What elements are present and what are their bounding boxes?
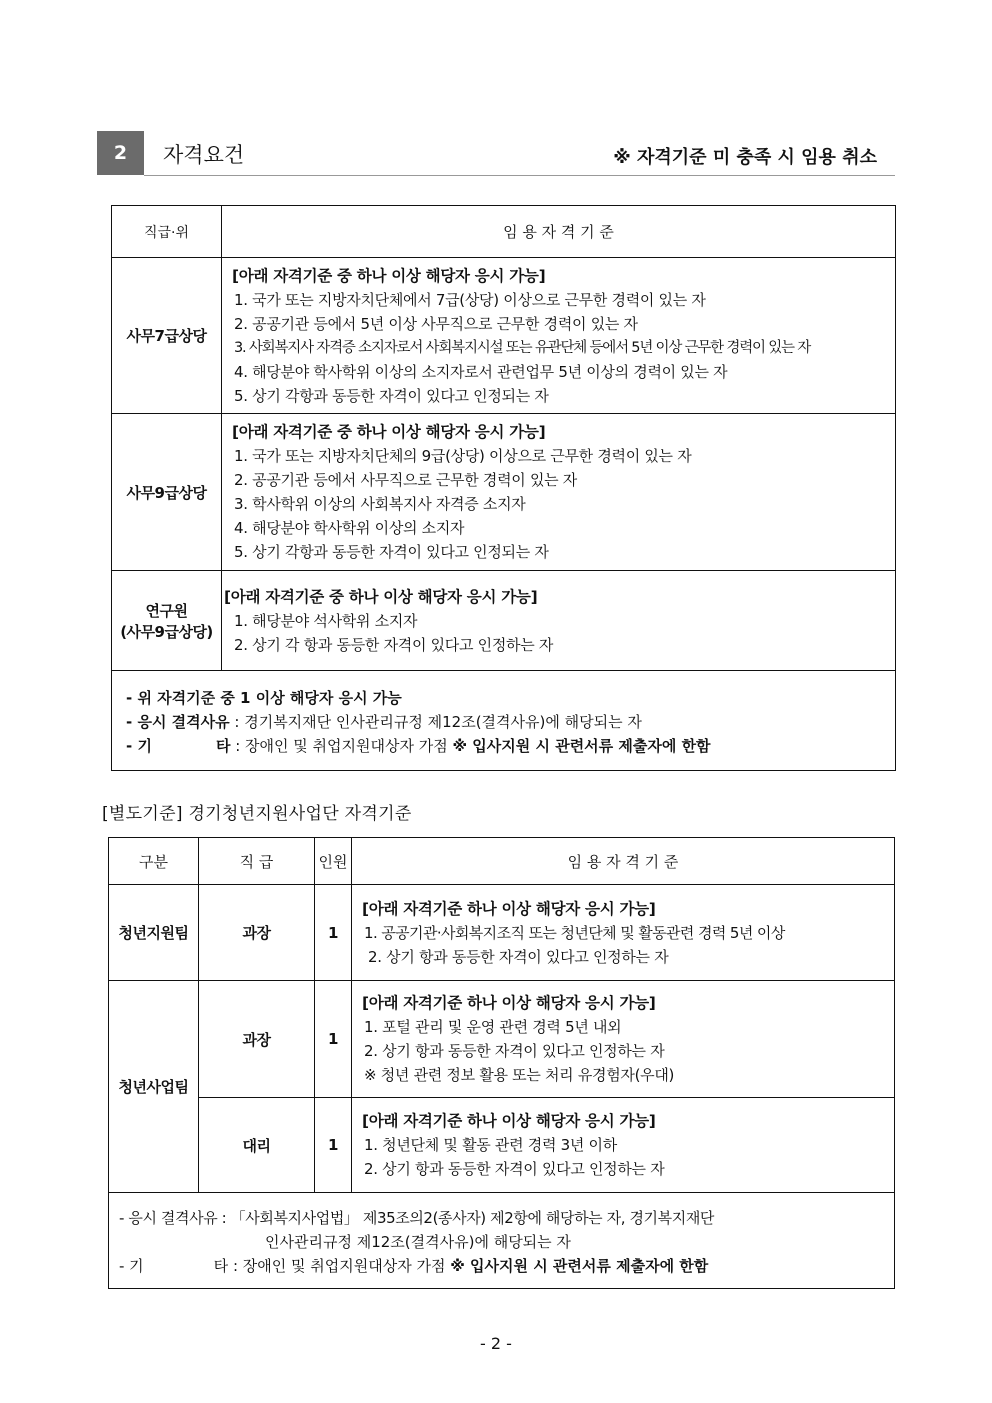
criteria-item: 2. 상기 항과 동등한 자격이 있다고 인정하는 자: [364, 1160, 665, 1178]
table-header-row: [109, 838, 895, 885]
footer-label: 타: [215, 736, 231, 755]
section-note: ※ 자격기준 미 충족 시 임용 취소: [613, 147, 877, 168]
footer-note: ※ 입사지원 시 관련서류 제출자에 한함: [452, 736, 711, 755]
criteria-item: 1. 청년단체 및 활동 관련 경력 3년 이하: [364, 1136, 617, 1154]
rank-line: 연구원: [145, 601, 188, 620]
criteria-item: 1. 국가 또는 지방자치단체에서 7급(상당) 이상으로 근무한 경력이 있는 자: [234, 290, 706, 309]
table-row: [112, 258, 896, 414]
section-number: 2: [97, 131, 144, 175]
rank-cell: 과장: [199, 981, 315, 1098]
footer-cell: [109, 1193, 895, 1289]
criteria-heading: [아래 자격기준 중 하나 이상 해당자 응시 가능]: [232, 423, 546, 441]
table-row: [109, 1098, 895, 1193]
criteria-cell: [352, 1098, 895, 1193]
criteria-item: 4. 해당분야 학사학위 이상의 소지자: [234, 519, 465, 537]
count-cell: 1: [315, 981, 352, 1098]
criteria-heading: [아래 자격기준 중 하나 이상 해당자 응시 가능]: [224, 587, 538, 606]
criteria-item: 2. 공공기관 등에서 사무직으로 근무한 경력이 있는 자: [234, 471, 577, 489]
footer-label: - 기: [126, 736, 152, 755]
footer-text: : 장애인 및 취업지원대상자 가점: [230, 736, 453, 755]
criteria-item: 2. 상기 각 항과 동등한 자격이 있다고 인정하는 자: [234, 635, 554, 654]
criteria-heading: [아래 자격기준 하나 이상 해당자 응시 가능]: [362, 1112, 656, 1130]
criteria-item: 1. 포털 관리 및 운영 관련 경력 5년 내외: [364, 1018, 622, 1036]
criteria-item: ※ 청년 관련 정보 활용 또는 처리 유경험자(우대): [364, 1066, 675, 1084]
section-divider: [144, 175, 895, 176]
criteria-heading: [아래 자격기준 하나 이상 해당자 응시 가능]: [362, 899, 656, 918]
header-criteria: 임 용 자 격 기 준: [352, 838, 895, 885]
section-header: [97, 131, 895, 176]
count-cell: 1: [315, 1098, 352, 1193]
table-caption: [별도기준] 경기청년지원사업단 자격기준: [102, 804, 412, 824]
footer-text: - 위 자격기준 중 1 이상 해당자 응시 가능: [126, 688, 402, 707]
criteria-item: 5. 상기 각항과 동등한 자격이 있다고 인정되는 자: [234, 543, 549, 561]
footer-line: - 응시 결격사유 : 「사회복지사업법」 제35조의2(종사자) 제2항에 해당하는 자, 경기복지재단: [119, 1208, 714, 1227]
criteria-cell: [222, 414, 896, 571]
footer-text: : 경기복지재단 인사관리규정 제12조(결격사유)에 해당되는 자: [229, 712, 642, 731]
team-cell: 청년지원팀: [109, 885, 199, 981]
footer-line: [119, 1254, 894, 1278]
header-count: 인원: [315, 838, 352, 885]
table-row: [109, 981, 895, 1098]
criteria-item: 2. 공공기관 등에서 5년 이상 사무직으로 근무한 경력이 있는 자: [234, 314, 638, 333]
table-row: [112, 414, 896, 571]
criteria-item: 3. 학사학위 이상의 사회복지사 자격증 소지자: [234, 495, 526, 513]
table-row: [112, 571, 896, 671]
team-cell: 청년사업팀: [109, 981, 199, 1193]
rank-cell: [112, 571, 222, 671]
section-title: 자격요건: [163, 143, 245, 167]
footer-label: - 응시 결격사유: [126, 712, 230, 731]
footer-note: ※ 입사지원 시 관련서류 제출자에 한함: [450, 1256, 709, 1275]
criteria-item: 5. 상기 각항과 동등한 자격이 있다고 인정되는 자: [234, 386, 549, 405]
footer-line: [126, 734, 895, 758]
criteria-cell: [352, 885, 895, 981]
qualification-table: [111, 205, 896, 771]
criteria-item: 1. 해당분야 석사학위 소지자: [234, 611, 418, 630]
criteria-item: 2. 상기 항과 동등한 자격이 있다고 인정하는 자: [364, 1042, 665, 1060]
footer-line: [126, 710, 895, 734]
table-header-row: [112, 206, 896, 258]
header-rank: 직급·위: [112, 206, 222, 258]
header-rank: 직 급: [199, 838, 315, 885]
criteria-item: 3. 사회복지사 자격증 소지자로서 사회복지시설 또는 유관단체 등에서 5년 이상 근무한 경력이 있는 자: [234, 339, 811, 356]
count-cell: 1: [315, 885, 352, 981]
criteria-heading: [아래 자격기준 하나 이상 해당자 응시 가능]: [362, 994, 656, 1012]
footer-label: - 기: [119, 1256, 144, 1275]
rank-cell: 과장: [199, 885, 315, 981]
youth-qualification-table: [108, 837, 895, 1289]
criteria-heading: [아래 자격기준 중 하나 이상 해당자 응시 가능]: [232, 266, 546, 285]
footer-label: 타: [213, 1256, 229, 1275]
rank-line: (사무9급상당): [120, 622, 213, 641]
criteria-item: 2. 상기 항과 동등한 자격이 있다고 인정하는 자: [368, 947, 669, 966]
table-row: [109, 885, 895, 981]
rank-cell: 대리: [199, 1098, 315, 1193]
header-division: 구분: [109, 838, 199, 885]
table-footer-row: [112, 671, 896, 771]
header-criteria: 임 용 자 격 기 준: [222, 206, 896, 258]
table-footer-row: [109, 1193, 895, 1289]
criteria-item: 1. 공공기관·사회복지조직 또는 청년단체 및 활동관련 경력 5년 이상: [364, 923, 785, 942]
page-number: - 2 -: [480, 1334, 512, 1353]
criteria-item: 4. 해당분야 학사학위 이상의 소지자로서 관련업무 5년 이상의 경력이 있는 자: [234, 362, 728, 381]
criteria-cell: [222, 258, 896, 414]
footer-text: : 장애인 및 취업지원대상자 가점: [228, 1256, 451, 1275]
criteria-cell: [222, 571, 896, 671]
footer-line: 인사관리규정 제12조(결격사유)에 해당되는 자: [265, 1232, 571, 1251]
rank-cell: 사무7급상당: [112, 258, 222, 414]
footer-cell: [112, 671, 896, 771]
rank-cell: 사무9급상당: [112, 414, 222, 571]
footer-line: [126, 686, 895, 710]
criteria-item: 1. 국가 또는 지방자치단체의 9급(상당) 이상으로 근무한 경력이 있는 자: [234, 447, 692, 465]
criteria-cell: [352, 981, 895, 1098]
